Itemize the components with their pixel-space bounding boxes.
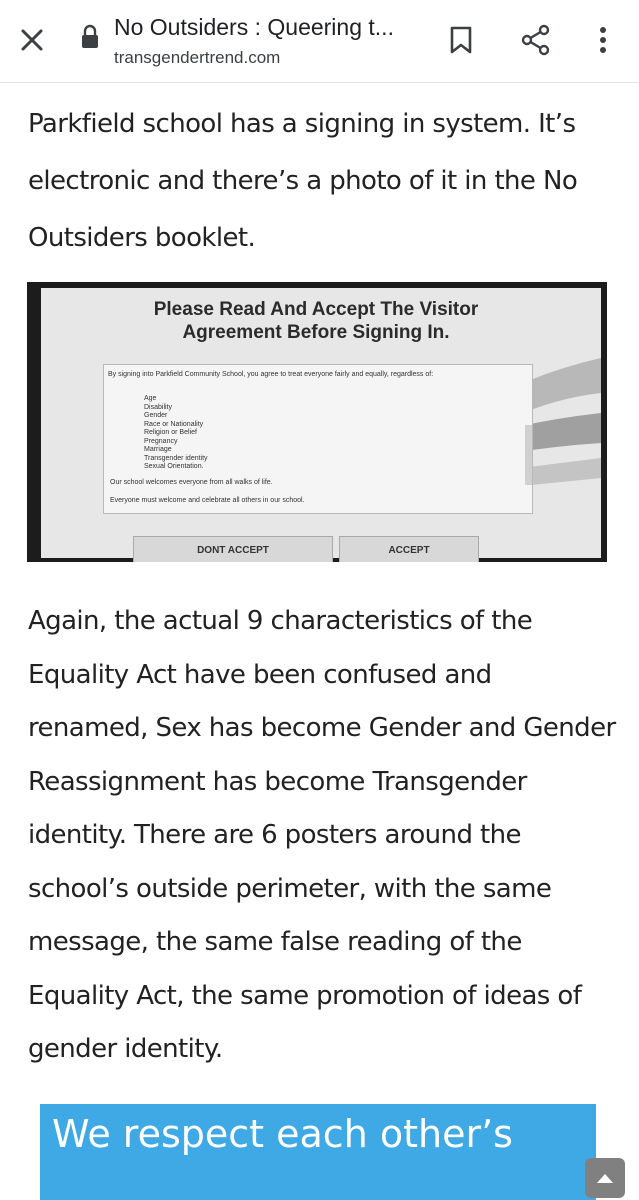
close-button[interactable] xyxy=(14,22,50,58)
list-item: Age xyxy=(144,395,157,402)
agreement-box xyxy=(103,364,533,514)
more-vert-icon xyxy=(598,25,608,55)
scroll-to-top-button[interactable] xyxy=(585,1158,625,1198)
list-item: Sexual Orientation. xyxy=(144,463,204,470)
photo-heading xyxy=(101,298,531,344)
close-icon xyxy=(14,22,50,58)
page-url[interactable]: transgendertrend.com xyxy=(114,48,281,67)
article-photo xyxy=(27,282,607,562)
list-item: Gender xyxy=(144,412,168,419)
more-options-button[interactable] xyxy=(583,20,623,60)
list-item: Race or Nationality xyxy=(144,420,204,428)
browser-toolbar xyxy=(0,0,639,83)
list-item: Religion or Belief xyxy=(144,429,197,436)
agreement-line-2: Everyone must welcome and celebrate all others in our school. xyxy=(110,497,305,504)
page-title[interactable]: No Outsiders : Queering t... xyxy=(114,14,394,40)
poster-text: We respect each other’s xyxy=(52,1112,513,1156)
signin-screen xyxy=(41,288,601,558)
dont-accept-button: DONT ACCEPT xyxy=(133,536,333,562)
list-item: Marriage xyxy=(144,446,172,453)
list-item: Pregnancy xyxy=(144,437,178,445)
bookmark-button[interactable] xyxy=(441,20,481,60)
characteristics-list xyxy=(144,395,208,472)
agreement-scrollbar xyxy=(525,425,532,485)
share-icon xyxy=(520,24,552,56)
agreement-intro: By signing into Parkfield Community School, you agree to treat everyone fairly and equally, regardless of: xyxy=(108,371,434,378)
poster-image xyxy=(40,1104,596,1200)
agreement-line-1: Our school welcomes everyone from all walks of life. xyxy=(110,479,273,486)
list-item: Disability xyxy=(144,403,173,411)
photo-heading-line1: Please Read And Accept The Visitor xyxy=(153,299,479,320)
bookmark-icon xyxy=(448,25,474,55)
share-button[interactable] xyxy=(516,20,556,60)
lock-icon xyxy=(80,24,100,50)
list-item: Transgender identity xyxy=(144,454,208,462)
chevron-up-icon xyxy=(595,1171,615,1185)
article-paragraph-2: Again, the actual 9 characteristics of the Equality Act have been confused and renamed, Sex has become Gender and Gender Reassignment has become Transgender identity. There are 6 posters around the school’s outside perimeter, with the same message, the same false reading of the Equality Act, the same promotion of ideas of gender identity. xyxy=(28,606,616,1064)
photo-heading-line2: Agreement Before Signing In. xyxy=(182,322,450,343)
article-paragraph-1: Parkfield school has a signing in system. It’s electronic and there’s a photo of it in the No Outsiders booklet. xyxy=(28,109,578,253)
accept-button: ACCEPT xyxy=(339,536,479,562)
